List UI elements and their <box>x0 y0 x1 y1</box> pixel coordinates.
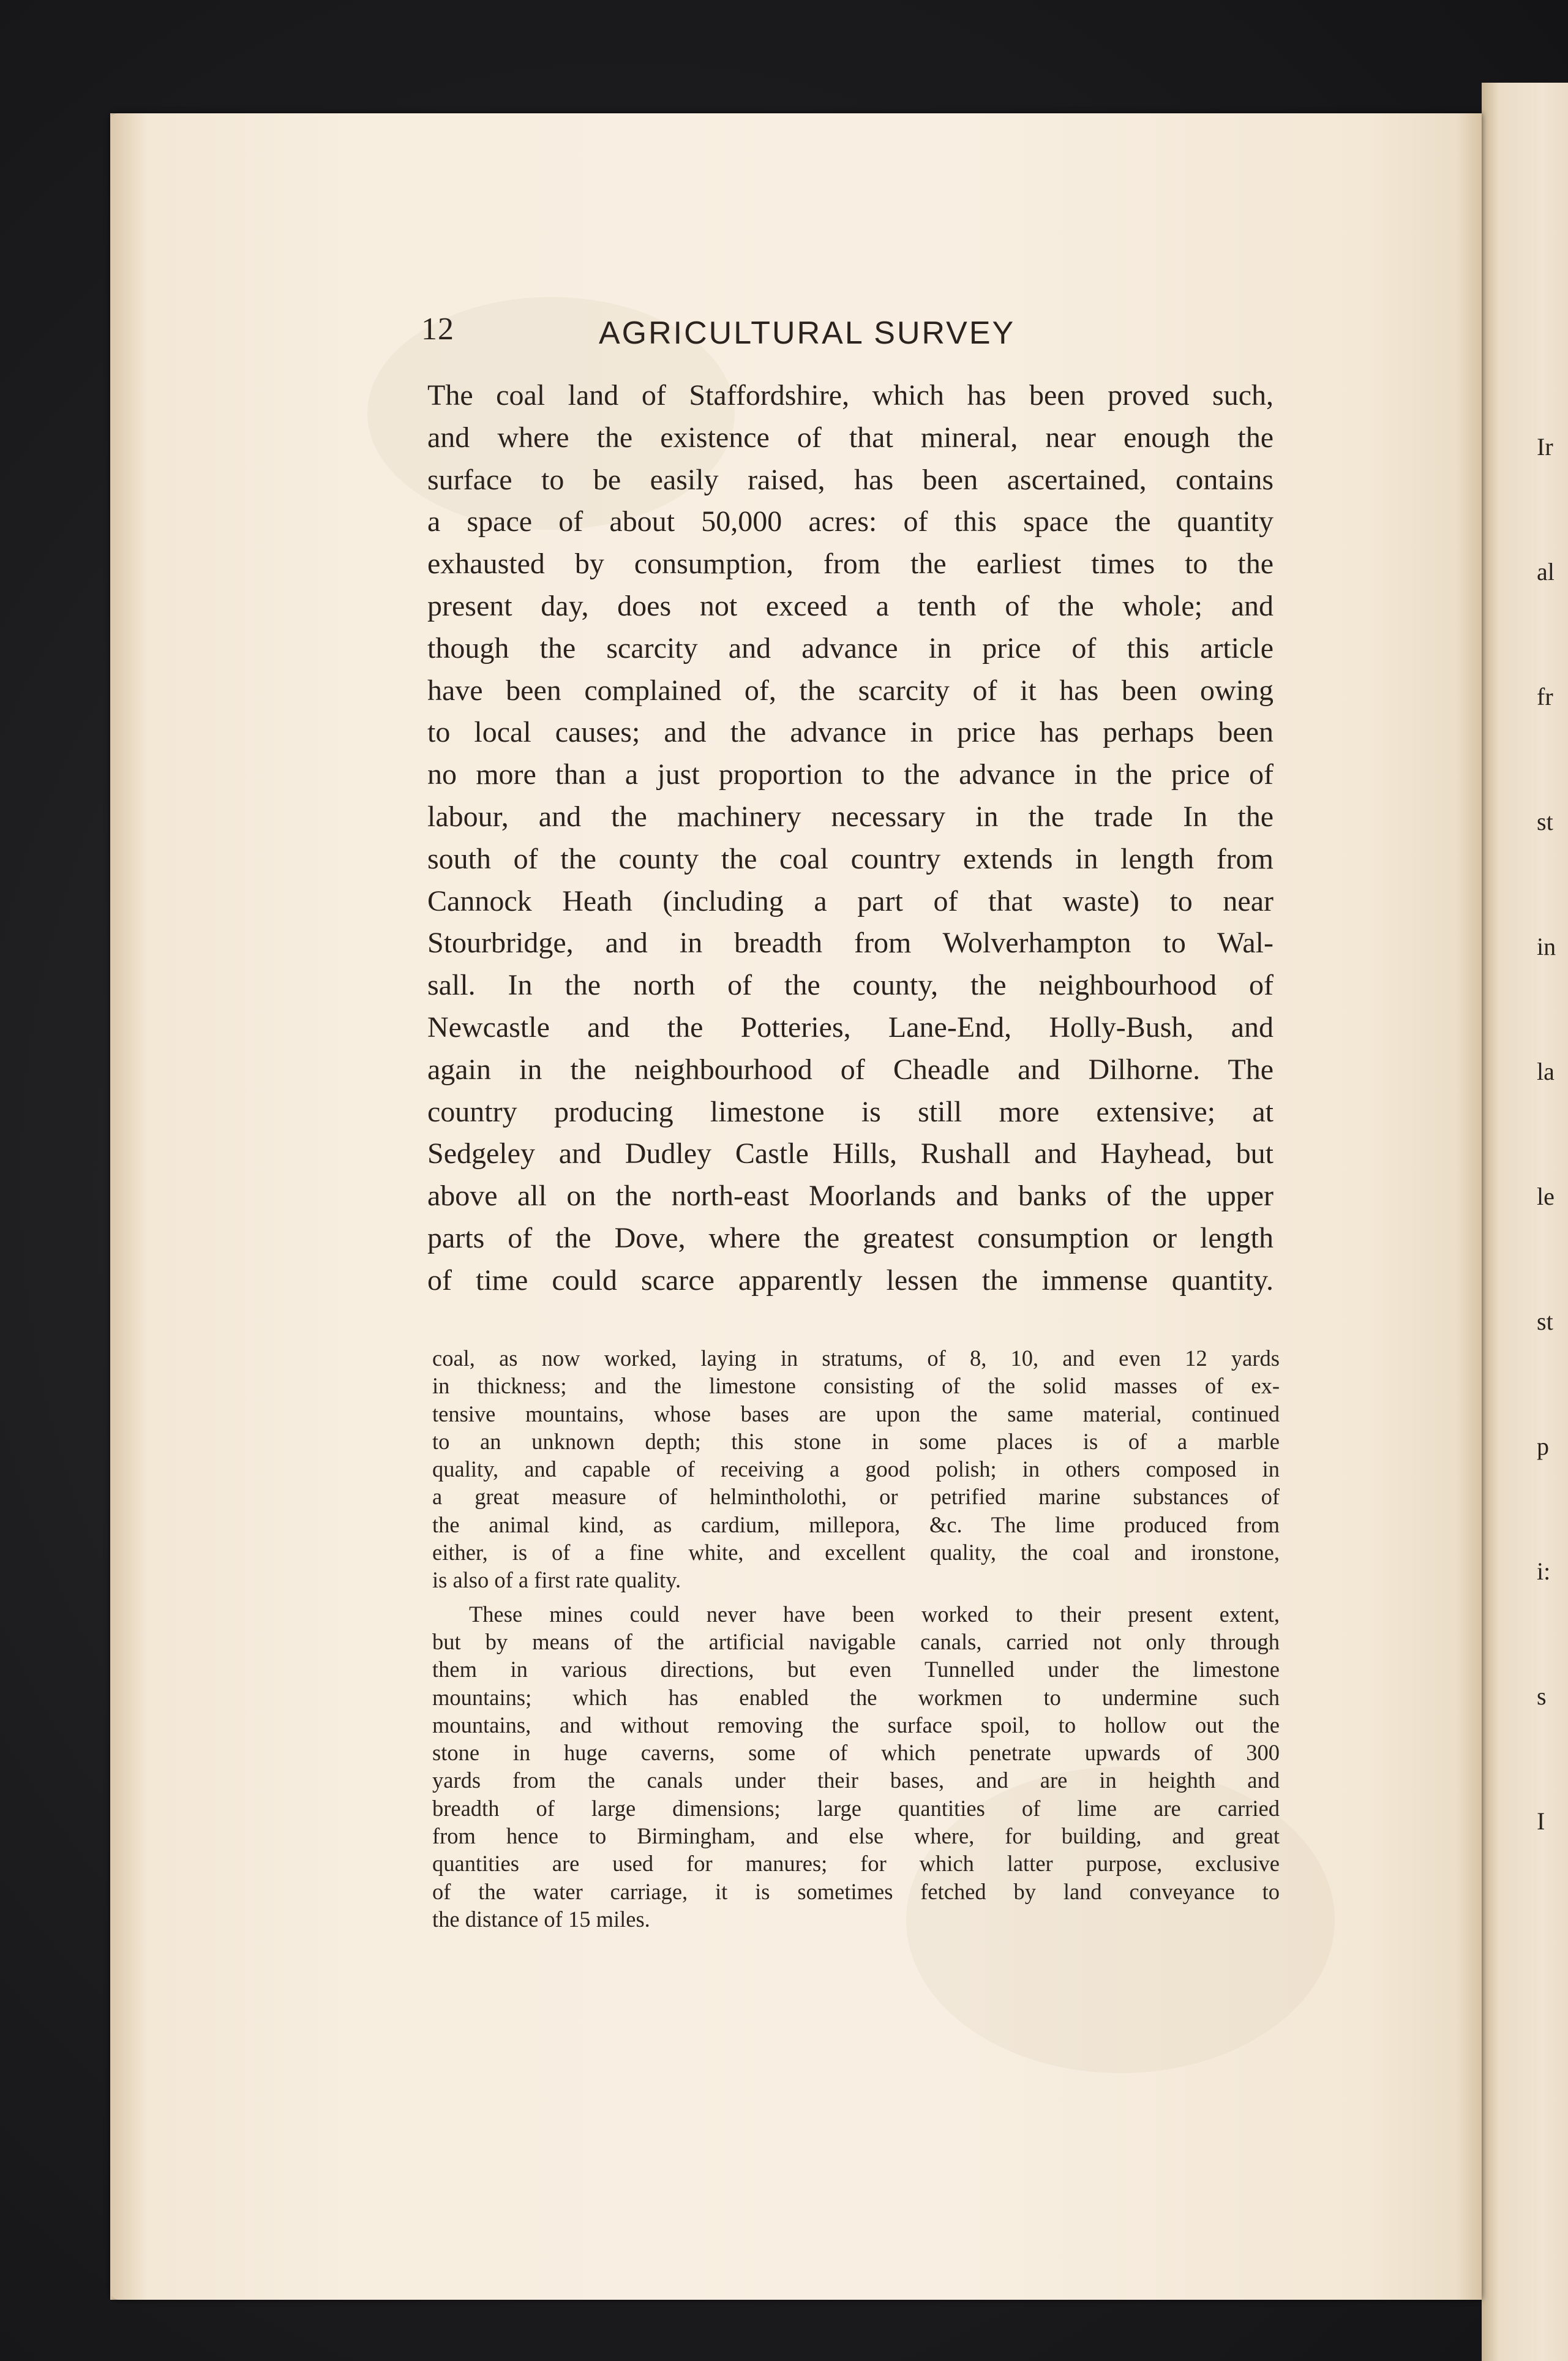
facing-page-fragment: st <box>1537 1308 1553 1335</box>
running-title: AGRICULTURAL SURVEY <box>599 315 1016 351</box>
note-line: to an unknown depth; this stone in some places is of a marble <box>432 1428 1280 1454</box>
facing-page-fragment: Ir <box>1537 433 1553 461</box>
text-line: exhausted by consumption, from the earliest times to the <box>427 548 1274 581</box>
text-line: surface to be easily raised, has been ascertained, contains <box>427 463 1274 496</box>
text-line: of time could scarce apparently lessen the immense quantity. <box>427 1263 1274 1297</box>
note-line: breadth of large dimensions; large quantities of lime are carried <box>432 1795 1280 1821</box>
note-line: stone in huge caverns, some of which penetrate upwards of 300 <box>432 1740 1280 1766</box>
text-line: and where the existence of that mineral, near enough the <box>427 421 1274 454</box>
note-line: a great measure of helmintholothi, or petrified marine substances of <box>432 1484 1280 1510</box>
note-line: is also of a first rate quality. <box>432 1567 681 1593</box>
text-line: Stourbridge, and in breadth from Wolverhampton to Wal- <box>427 927 1274 960</box>
text-line: south of the county the coal country extends in length from <box>427 842 1274 875</box>
text-line: to local causes; and the advance in price has perhaps been <box>427 716 1274 749</box>
text-line: no more than a just proportion to the advance in the price of <box>427 758 1274 791</box>
text-line: present day, does not exceed a tenth of the whole; and <box>427 589 1274 622</box>
note-line: but by means of the artificial navigable canals, carried not only through <box>432 1629 1280 1654</box>
facing-page-fragment: s <box>1537 1682 1547 1710</box>
note-line: quality, and capable of receiving a good polish; in others composed in <box>432 1456 1280 1482</box>
note-line: tensive mountains, whose bases are upon the same material, continued <box>432 1401 1280 1426</box>
note-line: the animal kind, as cardium, millepora, &c. The lime produced from <box>432 1512 1280 1537</box>
note-line: them in various directions, but even Tunnelled under the limestone <box>432 1657 1280 1682</box>
note-line: mountains; which has enabled the workmen to undermine such <box>432 1684 1280 1710</box>
note-line: from hence to Birmingham, and else where, for building, and great <box>432 1823 1280 1849</box>
text-line: a space of about 50,000 acres: of this space the quantity <box>427 505 1274 538</box>
text-line: sall. In the north of the county, the neighbourhood of <box>427 969 1274 1002</box>
main-text-block <box>427 375 1274 1302</box>
facing-page-fragment: in <box>1537 933 1556 960</box>
facing-page-fragment: le <box>1537 1183 1555 1210</box>
note-line: mountains, and without removing the surface spoil, to hollow out the <box>432 1712 1280 1738</box>
note-line: either, is of a fine white, and excellent quality, the coal and ironstone, <box>432 1540 1280 1565</box>
text-line: The coal land of Staffordshire, which has been proved such, <box>427 379 1274 412</box>
note-line: of the water carriage, it is sometimes fetched by land conveyance to <box>432 1878 1280 1904</box>
facing-page-fragment: fr <box>1537 683 1553 710</box>
note-line: yards from the canals under their bases, and are in heighth and <box>432 1768 1280 1793</box>
text-line: country producing limestone is still more extensive; at <box>427 1095 1274 1128</box>
note-line: the distance of 15 miles. <box>432 1906 650 1932</box>
facing-page-fragment: st <box>1537 808 1553 835</box>
text-line: parts of the Dove, where the greatest consumption or length <box>427 1221 1274 1254</box>
text-line: though the scarcity and advance in price of this article <box>427 631 1274 665</box>
text-line: Newcastle and the Potteries, Lane-End, Holly-Bush, and <box>427 1011 1274 1044</box>
facing-page-fragment: p <box>1537 1433 1549 1460</box>
text-line: Cannock Heath (including a part of that waste) to near <box>427 884 1274 917</box>
facing-page-fragment: I <box>1537 1807 1545 1835</box>
running-head <box>421 311 1095 366</box>
text-line: labour, and the machinery necessary in the trade In the <box>427 800 1274 833</box>
note-line: These mines could never have been worked to their present extent, <box>469 1601 1280 1627</box>
footnotes <box>432 1344 1280 1933</box>
paragraph-gap <box>432 1594 1280 1600</box>
text-line: have been complained of, the scarcity of it has been owing <box>427 674 1274 707</box>
text-line: again in the neighbourhood of Cheadle and Dilhorne. The <box>427 1053 1274 1086</box>
note-line: coal, as now worked, laying in stratums, of 8, 10, and even 12 yards <box>432 1346 1280 1371</box>
facing-page-text <box>1537 343 1568 1884</box>
facing-page-fragment: i: <box>1537 1557 1551 1585</box>
text-line: above all on the north-east Moorlands and banks of the upper <box>427 1180 1274 1213</box>
note-line: quantities are used for manures; for which latter purpose, exclusive <box>432 1851 1280 1877</box>
note-line: in thickness; and the limestone consisting of the solid masses of ex- <box>432 1373 1280 1399</box>
facing-page-fragment: la <box>1537 1058 1555 1085</box>
text-line: Sedgeley and Dudley Castle Hills, Rushall and Hayhead, but <box>427 1137 1274 1170</box>
page-number: 12 <box>421 312 454 347</box>
facing-page-fragment: al <box>1537 558 1555 586</box>
